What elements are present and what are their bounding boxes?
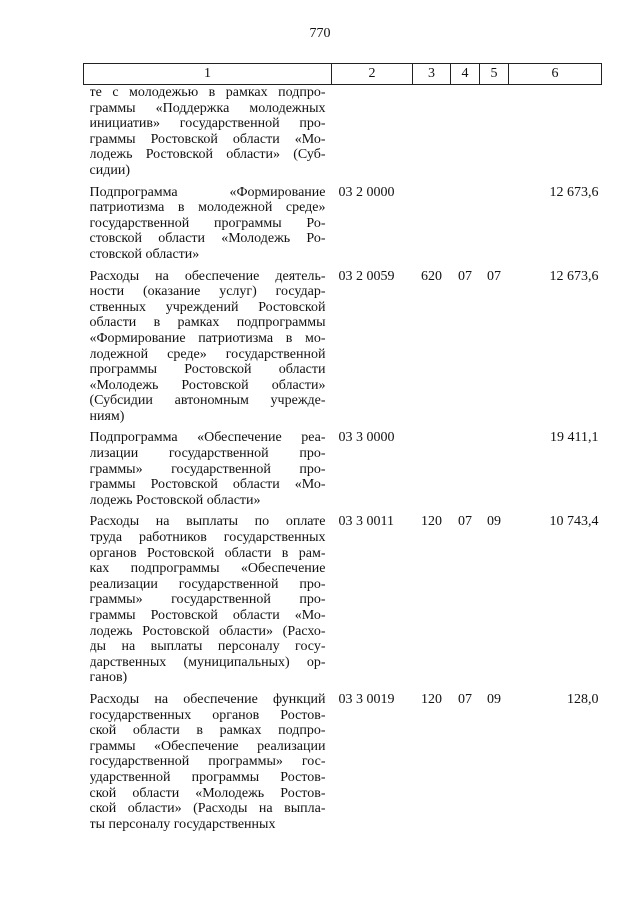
row-name-line: Расходы на обеспечение функций — [89, 691, 326, 707]
header-col-rz: 4 — [451, 64, 480, 85]
row-name-line: граммы Ростовской области «Мо- — [89, 131, 326, 147]
table-row — [84, 85, 602, 179]
budget-table — [83, 63, 602, 832]
row-name-line: граммы «Обеспечение реализации — [89, 738, 326, 754]
row-name-line: граммы «Поддержка молодежных — [89, 100, 326, 116]
row-name-line: Подпрограмма «Формирование — [89, 184, 326, 200]
row-pr: 07 — [487, 268, 501, 284]
row-name-line: граммы Ростовской области «Мо- — [89, 477, 326, 493]
row-name-line: лодежь Ростовской области» (Суб- — [89, 147, 326, 163]
row-name-line: лодежь Ростовской области» — [89, 492, 261, 508]
row-name-line: ской области в рамках подпро- — [89, 723, 326, 739]
row-name-line: инициатив» государственной про- — [89, 116, 326, 132]
row-rz — [451, 185, 480, 263]
row-amount: 128,0 — [567, 691, 599, 707]
row-name-line: лодежь Ростовской области» (Расхо- — [89, 623, 326, 639]
header-col-code: 2 — [332, 64, 413, 85]
row-vr — [413, 85, 451, 179]
row-amount — [509, 85, 602, 179]
row-name — [84, 430, 332, 508]
row-name-line: лодежной среде» государственной — [89, 346, 326, 362]
row-name-line: ты персоналу государственных — [89, 816, 276, 832]
row-name-line: ской области» (Расходы на выпла- — [89, 801, 326, 817]
row-name-line: лизации государственной про- — [89, 446, 326, 462]
row-name-line: государственных органов Ростов- — [89, 707, 326, 723]
row-name-line: (Субсидии автономным учрежде- — [89, 393, 326, 409]
header-col-amount: 6 — [509, 64, 602, 85]
row-code: 03 3 0011 — [338, 514, 394, 530]
row-rz — [451, 430, 480, 508]
row-name-line: ударственной программы Ростов- — [89, 769, 326, 785]
row-name-line: Расходы на выплаты по оплате — [89, 514, 326, 530]
table-row — [84, 430, 602, 508]
row-name — [84, 692, 332, 832]
row-code: 03 2 0059 — [338, 268, 395, 284]
row-name-line: стовской области «Молодежь Ро- — [89, 231, 326, 247]
row-pr: 09 — [487, 691, 501, 707]
row-name-line: граммы Ростовской области «Мо- — [89, 608, 326, 623]
table-row — [84, 185, 602, 263]
row-vr: 120 — [421, 514, 442, 530]
row-name-line: ственных учреждений Ростовской — [89, 299, 326, 315]
row-rz — [451, 85, 480, 179]
row-name-line: ды на выплаты персоналу госу- — [89, 639, 326, 655]
row-pr — [480, 85, 509, 179]
row-amount: 12 673,6 — [549, 184, 599, 200]
row-name-line: государственной программы» гос- — [89, 754, 326, 770]
row-name-line: программы Ростовской области — [89, 362, 326, 378]
row-vr — [413, 430, 451, 508]
row-amount: 12 673,6 — [549, 268, 599, 284]
row-code: 03 3 0000 — [338, 430, 395, 446]
row-name-line: ности (оказание услуг) государ- — [89, 284, 326, 300]
row-name-line: ках подпрограммы «Обеспечение — [89, 561, 326, 577]
row-amount: 10 743,4 — [549, 514, 599, 530]
table-row — [84, 692, 602, 832]
row-name-line: те с молодежью в рамках подпро- — [89, 85, 326, 100]
page-number: 770 — [309, 26, 331, 41]
row-name-line: ганов) — [89, 670, 128, 686]
table-body — [84, 85, 602, 833]
row-name-line: области в рамках подпрограммы — [89, 315, 326, 331]
row-name-line: государственной программы Ро- — [89, 215, 326, 231]
row-name-line: Расходы на обеспечение деятель- — [89, 268, 326, 284]
row-vr: 620 — [421, 268, 442, 284]
table-header — [84, 64, 602, 85]
row-name — [84, 269, 332, 425]
header-row — [84, 64, 602, 85]
header-col-name: 1 — [84, 64, 332, 85]
table-row — [84, 269, 602, 425]
row-name-line: ской области «Молодежь Ростов- — [89, 785, 326, 801]
row-name-line: Подпрограмма «Обеспечение реа- — [89, 430, 326, 446]
row-rz: 07 — [458, 514, 472, 530]
row-name-line: ниям) — [89, 408, 125, 424]
row-code — [332, 85, 413, 179]
row-name — [84, 185, 332, 263]
table-row — [84, 514, 602, 686]
row-code: 03 2 0000 — [338, 184, 395, 200]
row-name-line: граммы» государственной про- — [89, 592, 326, 608]
row-amount: 19 411,1 — [550, 430, 599, 446]
row-name-line: дарственных (муниципальных) ор- — [89, 654, 326, 670]
row-name-line: сидии) — [89, 162, 130, 178]
row-name-line: граммы» государственной про- — [89, 461, 326, 477]
row-code: 03 3 0019 — [338, 691, 395, 707]
row-pr — [480, 430, 509, 508]
header-col-pr: 5 — [480, 64, 509, 85]
row-name-line: стовской области» — [89, 246, 200, 262]
row-rz: 07 — [458, 691, 472, 707]
row-pr: 09 — [487, 514, 501, 530]
row-name-line: «Молодежь Ростовской области» — [89, 377, 326, 393]
row-name — [84, 514, 332, 686]
row-name-line: реализации государственной про- — [89, 576, 326, 592]
row-name-line: «Формирование патриотизма в мо- — [89, 330, 326, 346]
row-vr: 120 — [421, 691, 442, 707]
row-name-line: органов Ростовской области в рам- — [89, 545, 326, 561]
row-name-line: труда работников государственных — [89, 530, 326, 546]
row-name-line: патриотизма в молодежной среде» — [89, 200, 326, 216]
row-rz: 07 — [458, 268, 472, 284]
row-name — [84, 85, 332, 179]
row-pr — [480, 185, 509, 263]
header-col-vr: 3 — [413, 64, 451, 85]
row-vr — [413, 185, 451, 263]
